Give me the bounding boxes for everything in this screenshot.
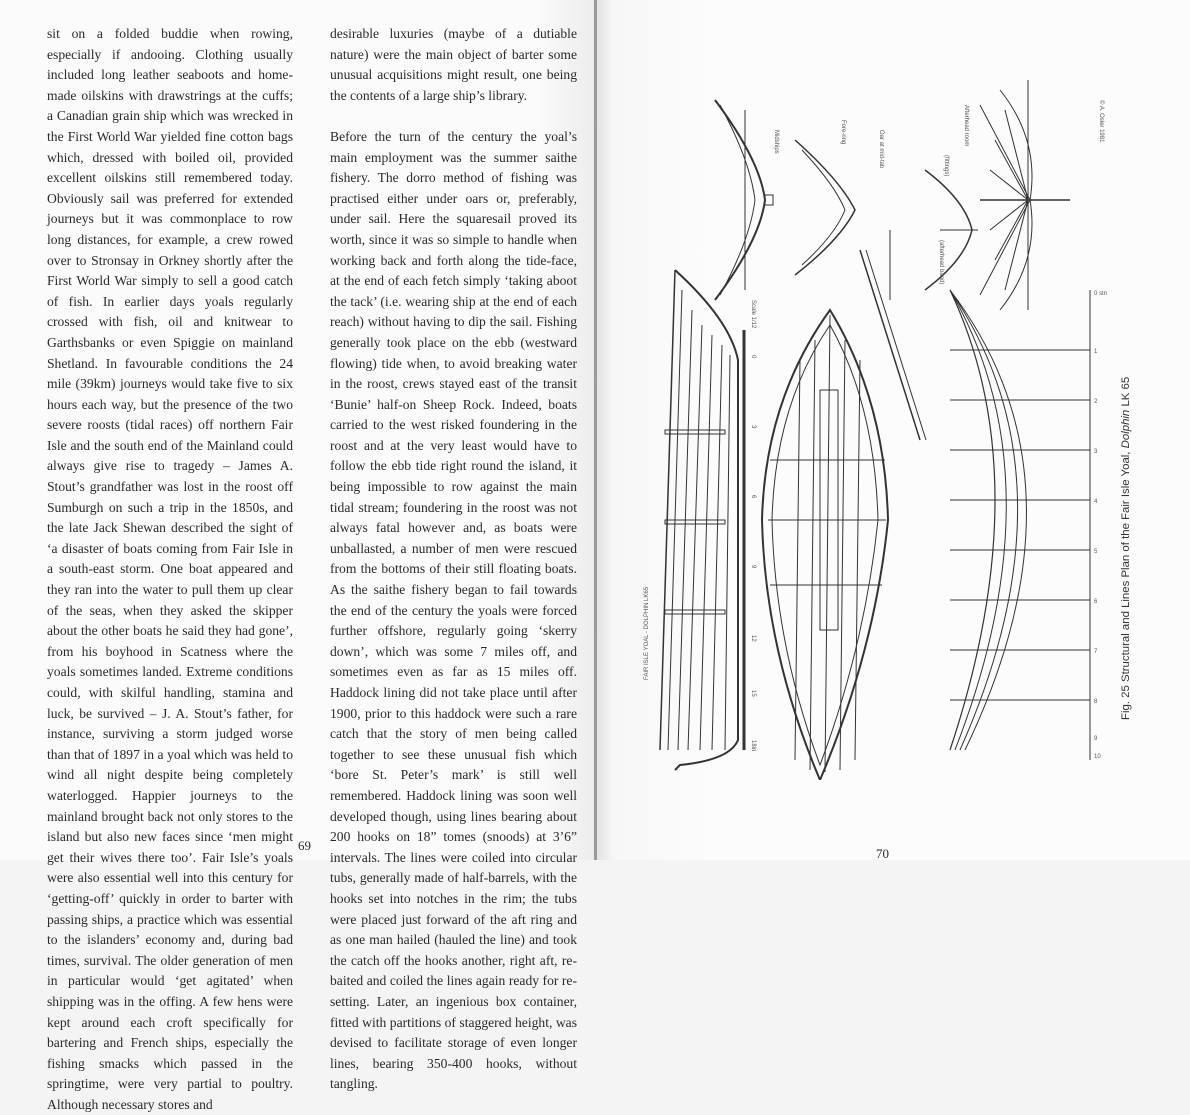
- label-afterhead: Afterhead room: [963, 105, 969, 147]
- label-fittings: (fittings): [943, 155, 949, 177]
- scale-tick: 3: [750, 425, 756, 429]
- plan-view: [762, 310, 888, 780]
- profile-view: [660, 270, 738, 770]
- station-tick: 9: [1094, 736, 1098, 742]
- label-oar: Oar at mid-tab: [878, 130, 884, 169]
- scale-tick: 0: [750, 355, 756, 359]
- paragraph: Before the turn of the century the yoal’s main employment was the summer saithe fishery. The dorro method of fishing was practised either under oars or, preferably, under sail. Here the squaresail proved its worth, since it was so simple to handle when working back and forth along the tide-face, at the end of each fetch simply ‘taking aboot the tack’ (i.e. wearing ship at the end of each reach) without having to dip the sail. Fishing generally took place on the ebb (westward flowing) tide when, to avoid breaking water in the roost, crews stayed east of the transit ‘Bunie’ half-on Sheep Rock. Indeed, boats carried to the west risked foundering in the roost and at the very least would have to follow the ebb tide right round the island, it being impossible to row against the main tidal stream; foundering in the roost was not always fatal however and, as boats were unballasted, a number of men were rescued from the bottoms of their still floating boats. As the saithe fishery began to fail towards the end of the century the yoals were forced further offshore, regularly going ‘skerry down’, which was some 7 miles off, and sometimes even as far as 15 miles off. Haddock lining did not take place until after 1900, prior to this haddock were such a rare catch that the story of men being called together to see these unusual fish which ‘bore St. Peter’s mark’ is still well remembered. Haddock lining was soon well developed though, using lines bearing about 200 hooks on 18” tomes (snoods) at 3’6” intervals. The lines were coiled into circular tubs, generally made of half-barrels, with the hooks set into notches in the rim; the tubs were placed just forward of the aft ring and as one man hailed (hauled the line) and took the catch off the hooks another, right aft, re-baited and coiled the lines again ready for re-setting. Later, an ingenious box container, fitted with partitions of staggered height, was devised to facilitate storage of even longer lines, bearing 350-400 hooks, without tangling.: [330, 128, 577, 1092]
- station-tick: 2: [1094, 399, 1098, 405]
- midships-section: [715, 100, 773, 300]
- oar-drawing: [860, 230, 926, 440]
- scale-tick: 6: [750, 495, 756, 499]
- station-tick: 5: [1094, 549, 1098, 555]
- paragraph: desirable luxuries (maybe of a dutiable nature) were the main object of barter some unusual acquisitions might result, one being the contents of a large ship’s library.: [330, 26, 577, 103]
- label-midships: Midships: [773, 130, 779, 154]
- fore-ring-section: [795, 140, 855, 275]
- paragraph: sit on a folded buddie when rowing, especially if andooing. Clothing usually included long leather seaboots and home-made oilskins with drawstrings at the cuffs; a Canadian grain ship which was wrecked in the First World War yielded fine cotton bags which, dressed with boiled oil, provided excellent oilskins still remembered today. Obviously sail was preferred for extended journeys but it was commonplace to row long distances, for example, a crew rowed over to Stronsay in Orkney shortly after the First World War simply to sell a good catch of fish. In earlier days yoals regularly crossed with fish, oil and knitwear to Garthsbanks or even Spiggie on mainland Shetland. In favourable conditions the 24 mile (39km) journeys would take five to six hours each way, but the presence of the two severe roosts (tidal races) off northern Fair Isle and the south end of the Mainland could always give rise to tragedy – James A. Stout’s grandfather was lost in the roost off Sumburgh on such a trip in the 1850s, and the late Jack Shewan described the sight of ‘a disaster of boats coming from Fair Isle in a south-east storm. One boat appeared and they ran into the water to pull them up clear of the seas, when they asked the skipper about the other boats he said they had gone’, from his boyhood in Scatness where the yoals sometimes landed. Extreme conditions could, with skilful handling, stamina and luck, be survived – J. A. Stout’s father, for instance, surviving a storm judged worse than that of 1897 in a yoal which was held to wind all night despite being completely waterlogged. Happier journeys to the mainland brought back not only stores to the island but also new faces since ‘men might get their wives there too’. Fair Isle’s yoals were also essential well into this century for ‘getting-off’ quickly in order to barter with passing ships, a practice which was essential to the islanders’ economy and, during bad times, survival. The older generation of men in particular would ‘get agitated’ when shipping was in the offing. A few hens were kept around each croft specifically for bartering and French ships, especially the fishing smacks which passed in the springtime, were very partial to poultry. Although necessary stores and: [47, 26, 293, 1112]
- label-title-block: FAIR ISLE YOAL - DOLPHIN LK65: [644, 586, 650, 680]
- scale-tick: 15: [750, 690, 756, 697]
- station-tick: 7: [1094, 649, 1098, 655]
- station-tick: 6: [1094, 599, 1098, 605]
- page-number-right: 70: [876, 846, 889, 861]
- body-plan: [980, 80, 1070, 310]
- book-gutter: [594, 0, 597, 860]
- scale-tick: 12: [750, 635, 756, 642]
- label-copyright: © A. Osler 1981: [1098, 100, 1104, 143]
- scale-tick: 9: [750, 565, 756, 569]
- caption-registration: LK 65: [1120, 376, 1132, 410]
- yoal-lines-plan-drawing: [620, 60, 1120, 780]
- station-tick: 1: [1094, 349, 1098, 355]
- label-scale: Scale 1/12: [750, 300, 756, 329]
- afterhead-section: [925, 170, 978, 290]
- text-column-1: [47, 24, 293, 1115]
- page-number-left: 69: [298, 838, 311, 853]
- label-fore-ring: Fore-ring: [840, 120, 846, 145]
- station-tick: 8: [1094, 699, 1098, 705]
- scale-ticks: [750, 355, 756, 751]
- station-tick: 3: [1094, 449, 1098, 455]
- label-afterhead-band: (afterhead band): [938, 240, 944, 285]
- text-column-2: [330, 24, 577, 1095]
- station-tick: 10: [1094, 754, 1101, 760]
- station-tick: 0 stn: [1094, 291, 1108, 297]
- caption-boat-name: Dolphin: [1120, 409, 1132, 449]
- station-tick: 4: [1094, 499, 1098, 505]
- caption-text: Fig. 25 Structural and Lines Plan of the Fair Isle Yoal,: [1120, 448, 1132, 720]
- figure-caption: [1120, 377, 1132, 720]
- waterlines-plan: [950, 290, 1090, 760]
- left-page: [0, 0, 596, 1112]
- station-ticks: [1094, 291, 1107, 760]
- scale-tick: 18in: [750, 740, 756, 752]
